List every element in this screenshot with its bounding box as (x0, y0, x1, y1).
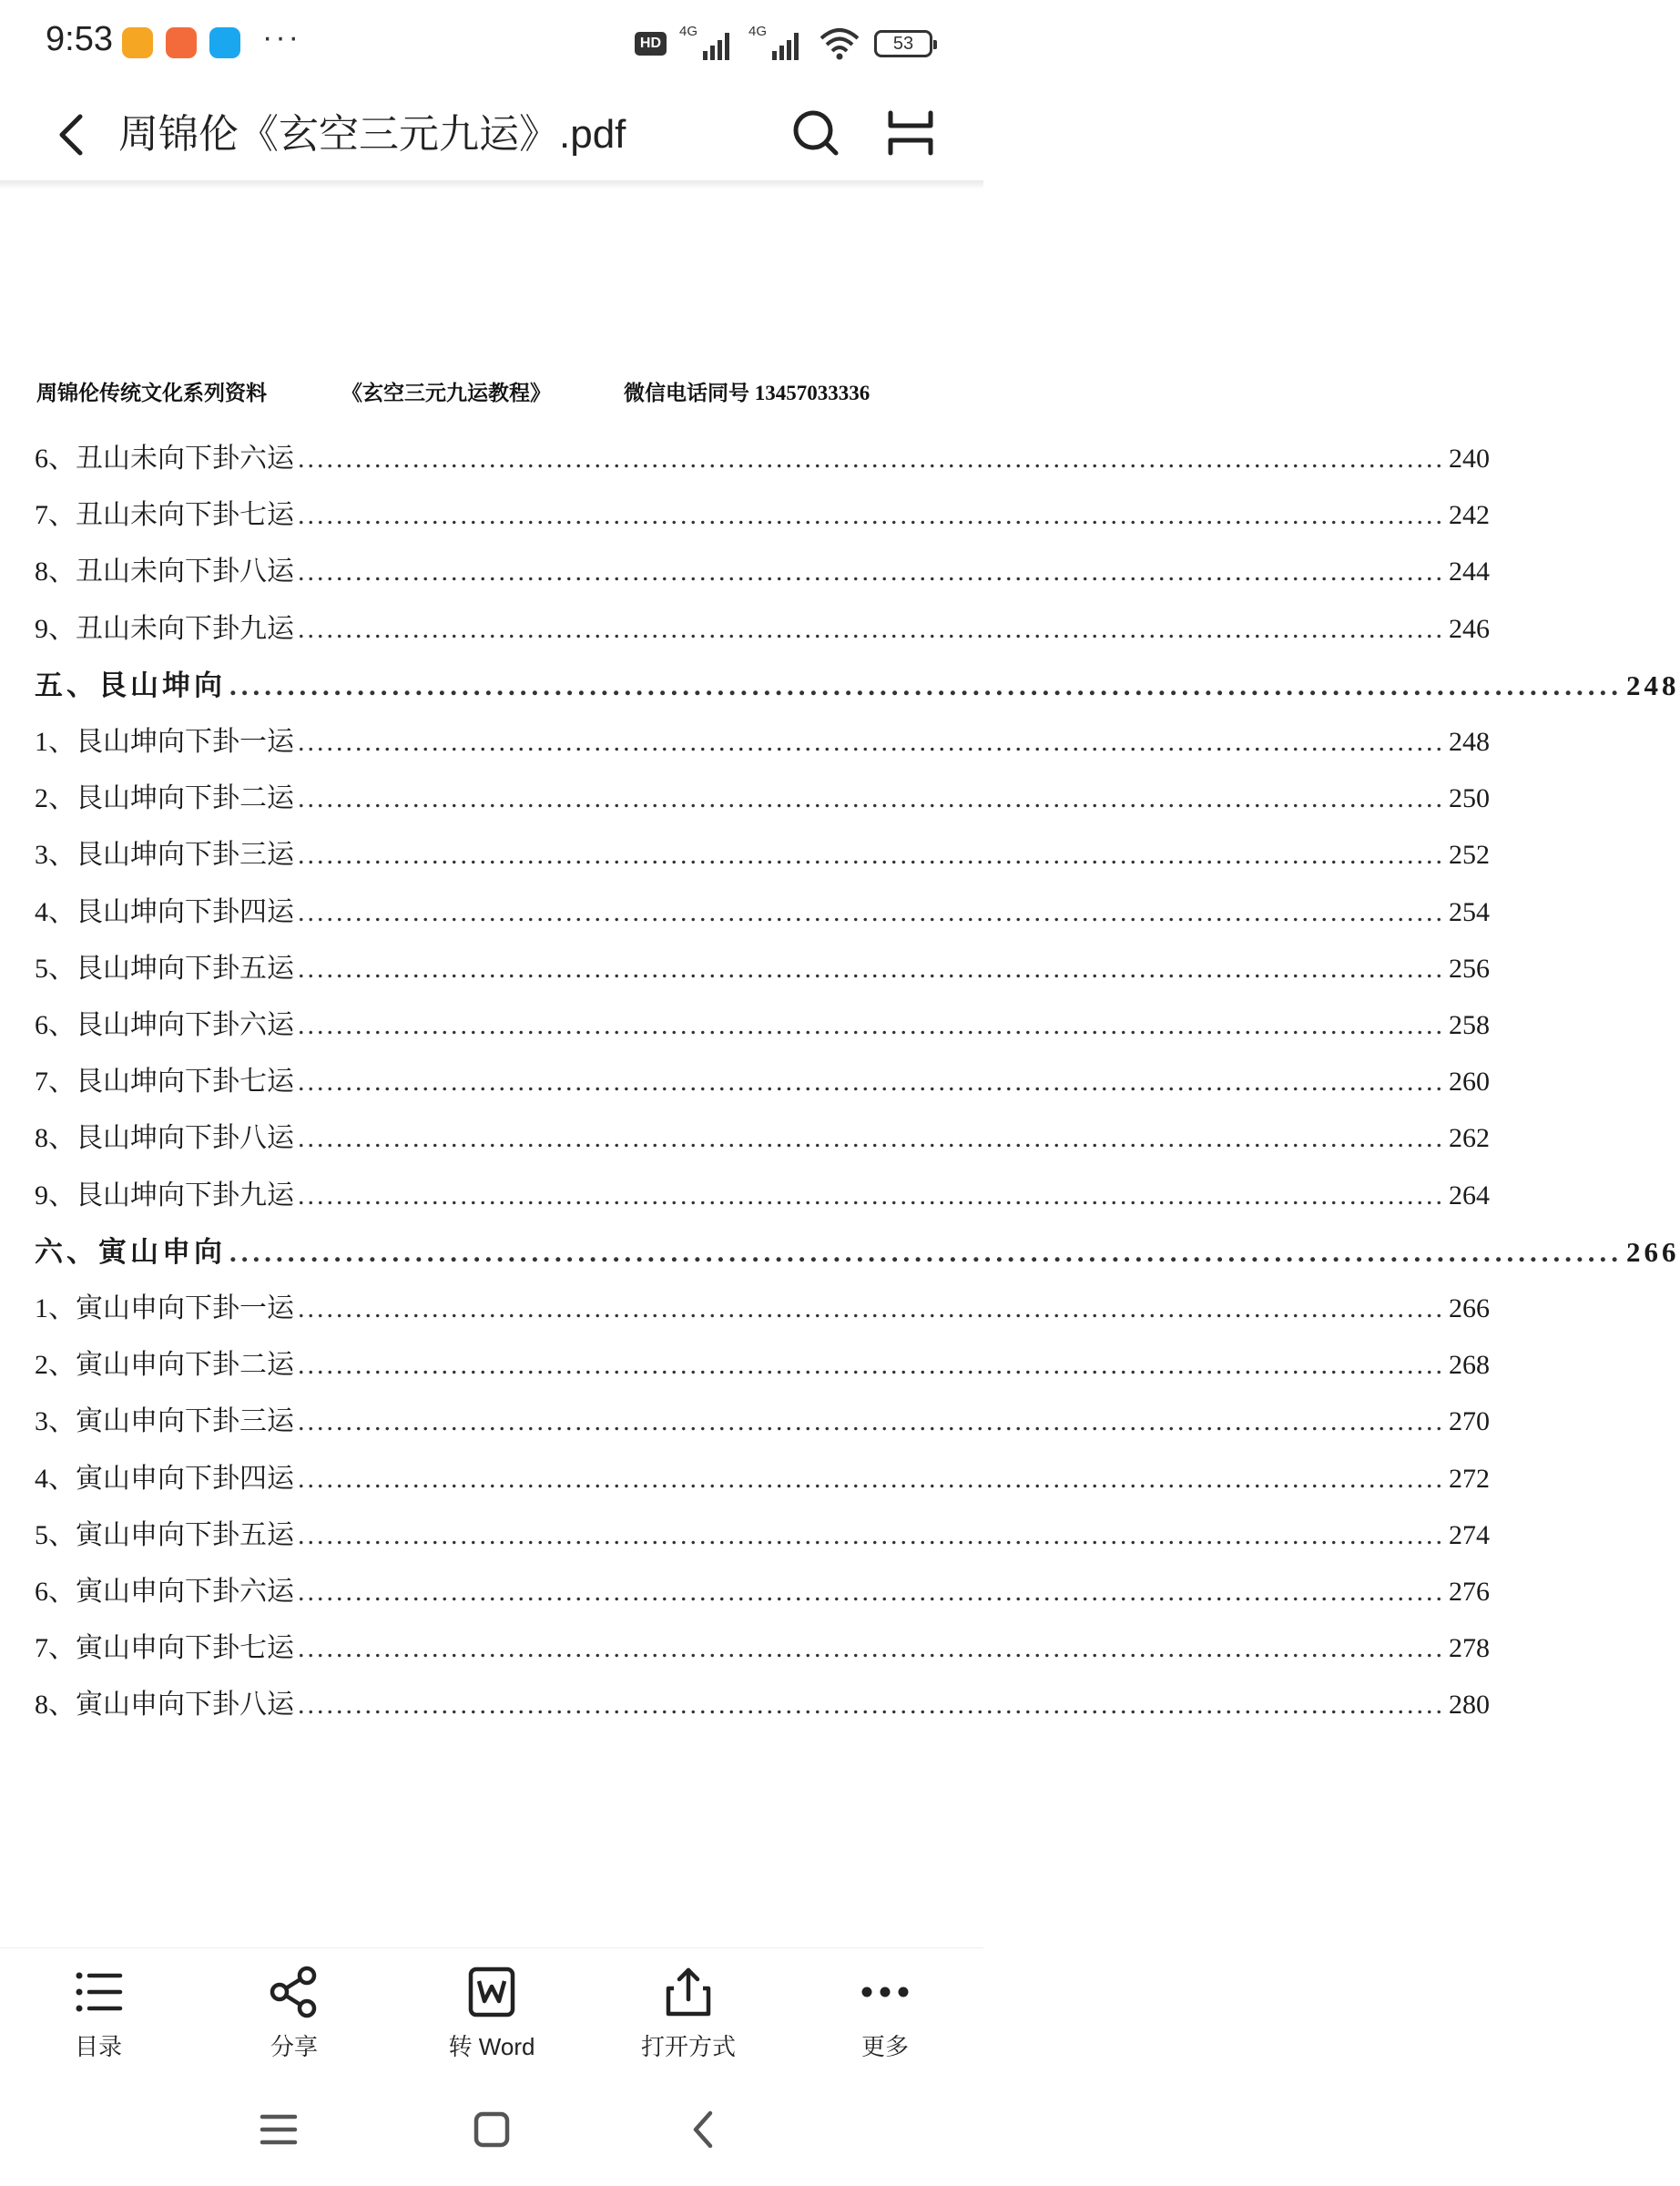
toc-leader-dots: ........................................................................................................................ (298, 1463, 1445, 1494)
toc-leader-dots: ........................................................................................................................ (298, 953, 1445, 984)
toc-page-number: 240 (1449, 444, 1490, 474)
pdf-page[interactable] (0, 189, 1680, 1947)
exit-reading-icon[interactable] (883, 106, 938, 160)
toc-page-number: 278 (1449, 1633, 1490, 1664)
toc-page-number: 248 (1449, 727, 1490, 757)
status-time: 9:53 (46, 20, 113, 58)
toc-row (35, 832, 1490, 888)
toc-entry-label: 7、丑山未向下卦七运 (35, 500, 294, 531)
open-with-label: 打开方式 (640, 2033, 736, 2060)
toc-row (35, 606, 1490, 662)
toc-entry-label: 6、丑山未向下卦六运 (35, 444, 294, 474)
toc-entry-label: 1、艮山坤向下卦一运 (35, 727, 294, 757)
menu-icon[interactable] (251, 2102, 306, 2157)
toc-row (35, 435, 1490, 492)
home-icon[interactable] (464, 2102, 519, 2157)
toc-row (35, 775, 1490, 832)
toc-row (35, 1681, 1490, 1738)
toc-row (35, 1456, 1490, 1512)
share-label: 分享 (270, 2033, 318, 2060)
header-shadow (0, 180, 983, 189)
toc-leader-dots: ........................................................................................................................ (298, 896, 1445, 927)
toc-entry-label: 4、寅山申向下卦四运 (35, 1463, 294, 1494)
toc-page-number: 266 (1626, 1235, 1680, 1268)
search-icon[interactable] (789, 106, 843, 160)
toc-page-number: 266 (1449, 1293, 1490, 1323)
toc-row (35, 1625, 1490, 1681)
system-nav-bar (0, 2075, 983, 2186)
toc-page-number: 242 (1449, 500, 1490, 531)
toc-leader-dots: ........................................................................................................................ (298, 783, 1445, 814)
toc-row (35, 719, 1490, 775)
more-icon (858, 1965, 912, 2019)
toc-row (35, 1058, 1490, 1115)
toc-page-number: 256 (1449, 953, 1490, 984)
share-icon (267, 1965, 321, 2019)
back-icon[interactable] (677, 2102, 732, 2157)
toc-page-number: 270 (1449, 1406, 1490, 1437)
toc-leader-dots: ........................................................................................................................ (298, 1010, 1445, 1040)
running-header-left: 周锦伦传统文化系列资料 (36, 382, 267, 404)
toc-leader-dots: ........................................................................................................................ (298, 613, 1445, 644)
notification-app-icon-1 (122, 27, 153, 58)
toc-entry-label: 3、寅山申向下卦三运 (35, 1406, 294, 1437)
toc-row (35, 492, 1490, 548)
toc-leader-dots: ........................................................................................................................ (229, 1235, 1623, 1268)
app-header (0, 91, 983, 180)
toc-page-number: 244 (1449, 557, 1490, 587)
toc-entry-label: 7、艮山坤向下卦七运 (35, 1067, 294, 1098)
toc-leader-dots: ........................................................................................................................ (298, 840, 1445, 871)
status-bar (0, 0, 983, 91)
toc-leader-dots: ........................................................................................................................ (298, 500, 1445, 531)
toc-entry-label: 5、艮山坤向下卦五运 (35, 953, 294, 984)
toc-page-number: 276 (1449, 1577, 1490, 1607)
signal-icon-1: 4G (679, 26, 736, 62)
running-header-center: 《玄空三元九运教程》 (341, 382, 551, 404)
hd-badge: HD (635, 32, 667, 56)
notification-app-icon-2 (166, 27, 197, 58)
toc-row (35, 1568, 1490, 1625)
toc-entry-label: 9、艮山坤向下卦九运 (35, 1180, 294, 1210)
battery-icon: 53 (874, 30, 932, 57)
toc-page-number: 274 (1449, 1519, 1490, 1550)
toc-entry-label: 五、艮山坤向 (35, 669, 226, 701)
toc-row (35, 945, 1490, 1002)
toc-entry-label: 六、寅山申向 (35, 1235, 226, 1268)
toc-row (35, 1285, 1490, 1342)
toc-row (35, 1398, 1490, 1455)
toc-page-number: 248 (1626, 669, 1680, 701)
document-title: 周锦伦《玄空三元九运》.pdf (118, 112, 626, 157)
toc-entry-label: 8、丑山未向下卦八运 (35, 557, 294, 587)
toc-entry-label: 7、寅山申向下卦七运 (35, 1633, 294, 1664)
list-icon (71, 1965, 126, 2019)
toc-leader-dots: ........................................................................................................................ (229, 669, 1623, 701)
toc-entry-label: 2、寅山申向下卦二运 (35, 1350, 294, 1381)
more-button[interactable] (812, 1965, 958, 2062)
open-with-button[interactable] (616, 1965, 761, 2062)
signal-icon-2: 4G (748, 26, 805, 62)
toc-row (35, 1342, 1490, 1398)
status-more-dots: ··· (262, 20, 301, 55)
toc-section-row (35, 662, 1680, 719)
upload-icon (661, 1965, 716, 2019)
toc-leader-dots: ........................................................................................................................ (298, 1690, 1445, 1721)
toc-entry-label: 8、寅山申向下卦八运 (35, 1690, 294, 1721)
toc-row (35, 1512, 1490, 1568)
toc-row (35, 889, 1490, 945)
convert-word-label: 转 Word (448, 2033, 535, 2060)
toc-button[interactable] (25, 1965, 171, 2062)
toc-row (35, 548, 1490, 605)
wifi-icon (818, 26, 861, 62)
toc-page-number: 258 (1449, 1010, 1490, 1040)
toc-entry-label: 6、寅山申向下卦六运 (35, 1577, 294, 1607)
toc-entry-label: 8、艮山坤向下卦八运 (35, 1123, 294, 1154)
convert-word-button[interactable] (419, 1965, 565, 2062)
toc-row (35, 1115, 1490, 1171)
toc-leader-dots: ........................................................................................................................ (298, 1293, 1445, 1323)
toc-leader-dots: ........................................................................................................................ (298, 1067, 1445, 1098)
more-label: 更多 (860, 2033, 909, 2060)
toc-leader-dots: ........................................................................................................................ (298, 1519, 1445, 1550)
toc-entry-label: 1、寅山申向下卦一运 (35, 1293, 294, 1323)
toc-row (35, 1002, 1490, 1058)
toc-leader-dots: ........................................................................................................................ (298, 1406, 1445, 1437)
toc-page-number: 254 (1449, 896, 1490, 927)
toc-page-number: 268 (1449, 1350, 1490, 1381)
toc-leader-dots: ........................................................................................................................ (298, 1180, 1445, 1210)
toc-leader-dots: ........................................................................................................................ (298, 444, 1445, 474)
bottom-toolbar (0, 1947, 983, 2076)
toc-entry-label: 9、丑山未向下卦九运 (35, 613, 294, 644)
toc-page-number: 264 (1449, 1180, 1490, 1210)
toc-page-number: 280 (1449, 1690, 1490, 1721)
toc-entry-label: 5、寅山申向下卦五运 (35, 1519, 294, 1550)
toc-leader-dots: ........................................................................................................................ (298, 1577, 1445, 1607)
toc-page-number: 250 (1449, 783, 1490, 814)
back-arrow-icon[interactable] (47, 107, 102, 162)
toc-page-number: 246 (1449, 613, 1490, 644)
share-button[interactable] (221, 1965, 367, 2062)
toc-leader-dots: ........................................................................................................................ (298, 1350, 1445, 1381)
toc-section-row (35, 1229, 1680, 1285)
toc-page-number: 252 (1449, 840, 1490, 871)
toc-leader-dots: ........................................................................................................................ (298, 1633, 1445, 1664)
running-header-right: 微信电话同号 13457033336 (624, 382, 871, 404)
notification-app-icon-3 (209, 27, 240, 58)
toc-page-number: 272 (1449, 1463, 1490, 1494)
toc-entry-label: 4、艮山坤向下卦四运 (35, 896, 294, 927)
toc-row (35, 1172, 1490, 1229)
toc-leader-dots: ........................................................................................................................ (298, 1123, 1445, 1154)
toc-leader-dots: ........................................................................................................................ (298, 557, 1445, 587)
toc-page-number: 260 (1449, 1067, 1490, 1098)
toc-page-number: 262 (1449, 1123, 1490, 1154)
toc-entry-label: 2、艮山坤向下卦二运 (35, 783, 294, 814)
toc-leader-dots: ........................................................................................................................ (298, 727, 1445, 757)
toc-entry-label: 3、艮山坤向下卦三运 (35, 840, 294, 871)
toc-label: 目录 (74, 2033, 122, 2060)
toc-entry-label: 6、艮山坤向下卦六运 (35, 1010, 294, 1040)
word-icon (464, 1965, 519, 2019)
